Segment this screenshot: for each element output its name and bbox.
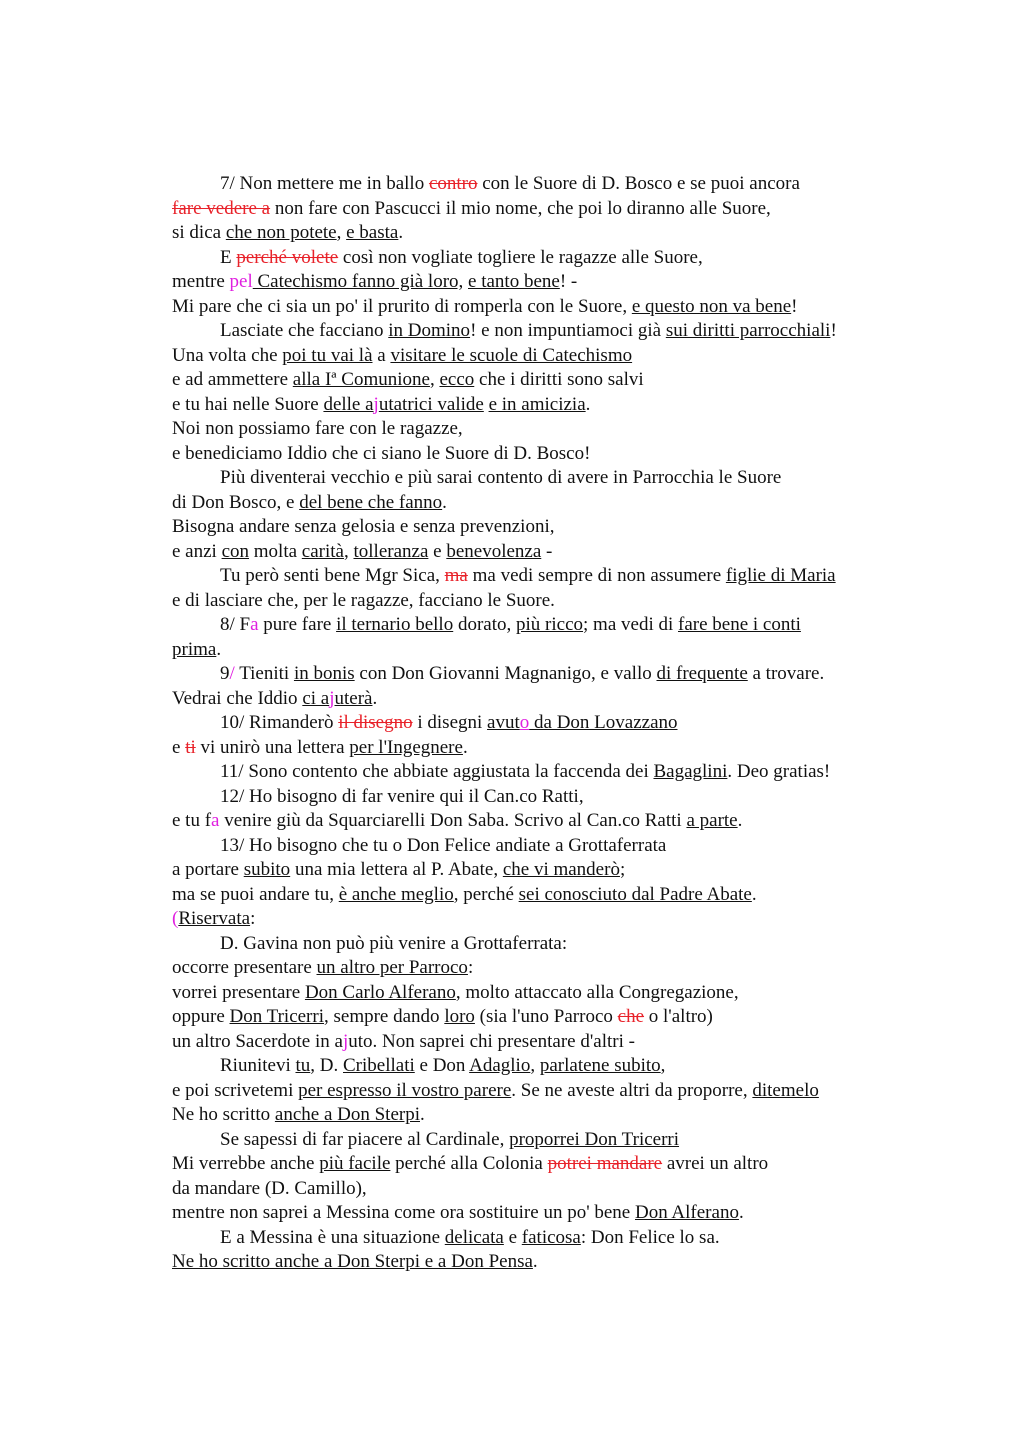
text-run: Tieniti [234, 663, 294, 684]
inserted-text: o [519, 712, 530, 733]
underlined-text: utatrici valide [378, 393, 484, 415]
text-run: vorrei presentare [172, 981, 305, 1003]
text-run: , molto attaccato alla Congregazione, [455, 981, 739, 1003]
text-run: E [220, 246, 237, 268]
underlined-text: per l'Ingegnere [349, 736, 463, 758]
text-run: . [462, 736, 468, 758]
letter-body [172, 172, 932, 1275]
text-run: e anzi [172, 540, 222, 562]
text-line [172, 1054, 932, 1079]
underlined-text: e tanto bene [468, 271, 560, 292]
inserted-text: j [342, 1030, 349, 1052]
underlined-text: un altro per Parroco [316, 957, 468, 978]
text-run: e tu f [172, 810, 212, 831]
underlined-text: è anche meglio [338, 883, 454, 905]
text-run: (sia l'uno Parroco [474, 1006, 618, 1027]
text-run: ma vedi sempre di non assumere [467, 565, 726, 586]
text-run: non fare con Pascucci il mio nome, che poi lo diranno alle Suore, [270, 197, 771, 219]
text-line [172, 466, 932, 491]
text-run: . [585, 393, 591, 415]
text-run: e [428, 540, 447, 562]
text-run: , sempre dando [324, 1006, 445, 1027]
underlined-text: ditemelo [752, 1079, 819, 1101]
text-run: . [372, 687, 378, 709]
text-run: Vedrai che Iddio [172, 687, 303, 709]
text-line [172, 368, 932, 393]
text-run: e di lasciare che, per le ragazze, facciano le Suore. [172, 589, 555, 611]
underlined-text: loro [444, 1006, 475, 1027]
text-run: : [467, 957, 474, 978]
underlined-text: in bonis [293, 663, 355, 684]
text-run: 10/ Rimanderò [220, 712, 339, 733]
underlined-text: tolleranza [353, 540, 429, 562]
deleted-text: ma [444, 565, 468, 586]
text-run: . [420, 1104, 425, 1125]
text-run: : [250, 908, 256, 929]
text-run: . [442, 491, 447, 513]
text-run: da mandare (D. Camillo), [172, 1177, 367, 1199]
underlined-text: ci a [302, 687, 330, 709]
text-line [172, 344, 932, 369]
text-run: Noi non possiamo fare con le ragazze, [172, 418, 463, 439]
text-run: D. Gavina non può più venire a Grottaferrata: [220, 932, 568, 954]
underlined-text: figlie di Maria [725, 565, 836, 586]
text-run: venire giù da Squarciarelli Don Saba. Scrivo al Can.co Ratti [219, 810, 687, 831]
text-line [172, 785, 932, 810]
text-run: . [532, 1251, 538, 1272]
text-line [172, 221, 932, 246]
text-run: E a Messina è una situazione [220, 1226, 445, 1248]
underlined-text: delicata [444, 1226, 504, 1248]
underlined-text: più ricco [516, 614, 584, 635]
text-run: uto. Non saprei chi presentare d'altri - [348, 1030, 635, 1052]
inserted-text: a [250, 614, 259, 635]
text-run: vi unirò una lettera [195, 736, 350, 758]
underlined-text: Ne ho scritto anche a Don Sterpi e a Don Pensa [172, 1251, 533, 1272]
underlined-text: delle a [323, 393, 374, 415]
text-run: ! [830, 320, 837, 341]
underlined-text: anche a Don Sterpi [274, 1104, 420, 1125]
text-run: , [343, 540, 354, 562]
text-line [172, 295, 932, 320]
underlined-text: e basta [346, 222, 399, 243]
text-run: , [660, 1055, 666, 1076]
text-run: 7/ Non mettere me in ballo [220, 173, 429, 194]
underlined-text: Don Carlo Alferano [304, 981, 456, 1003]
underlined-text: sei conosciuto dal Padre Abate [518, 883, 752, 905]
text-line [172, 393, 932, 418]
text-run: a portare [172, 859, 244, 880]
text-line [172, 270, 932, 295]
text-line [172, 1250, 932, 1275]
text-run: una mia lettera al P. Abate, [290, 859, 503, 880]
deleted-text: ti [185, 736, 196, 758]
underlined-text: Don Alferano [635, 1202, 739, 1223]
underlined-text: proporrei Don Tricerri [509, 1128, 680, 1150]
inserted-text: j [373, 393, 379, 415]
underlined-text: subito [243, 859, 291, 880]
text-run: ! e non impuntiamoci già [470, 320, 666, 341]
text-line [172, 1177, 932, 1202]
text-run: e [172, 736, 186, 758]
underlined-text: del bene che fanno [299, 491, 443, 513]
text-line [172, 1103, 932, 1128]
text-run: e tu hai nelle Suore [172, 393, 324, 415]
text-run: Tu però senti bene Mgr Sica, [220, 565, 445, 586]
text-run: e poi scrivetemi [172, 1079, 299, 1101]
text-line [172, 197, 932, 222]
text-run: . Deo gratias! [727, 761, 831, 782]
text-line [172, 760, 932, 785]
text-line [172, 883, 932, 908]
text-run: si dica [172, 222, 226, 243]
underlined-text: carità [301, 540, 344, 562]
text-line [172, 515, 932, 540]
inserted-text: j [329, 687, 335, 709]
text-line [172, 1079, 932, 1104]
text-run: Ne ho scritto [172, 1104, 275, 1125]
text-line [172, 491, 932, 516]
text-run: Mi verrebbe anche [172, 1153, 320, 1174]
text-line [172, 638, 932, 663]
text-run: . [737, 810, 743, 831]
text-line [172, 1005, 932, 1030]
text-line [172, 736, 932, 761]
text-run: mentre non saprei a Messina come ora sostituire un po' bene [172, 1202, 635, 1223]
underlined-text: e in amicizia [488, 393, 586, 415]
underlined-text: per espresso il vostro parere [298, 1079, 512, 1101]
underlined-text: visitare le scuole di Catechismo [390, 344, 633, 366]
text-run: che i diritti sono salvi [474, 369, 644, 390]
text-run: o l'altro) [644, 1006, 713, 1027]
underlined-text: Bagaglini [653, 761, 728, 782]
text-run: 13/ Ho bisogno che tu o Don Felice andiate a Grottaferrata [220, 834, 667, 856]
text-run: 8/ F [220, 614, 251, 635]
text-run: molta [249, 540, 302, 562]
underlined-text: faticosa [521, 1226, 581, 1248]
deleted-text: che [617, 1006, 645, 1027]
text-run: Se sapessi di far piacere al Cardinale, [220, 1128, 510, 1150]
text-run: i disegni [412, 712, 488, 733]
text-run: Riunitevi [220, 1055, 296, 1076]
text-line [172, 662, 932, 687]
text-run: e [503, 1226, 522, 1248]
text-line [172, 417, 932, 442]
text-line [172, 809, 932, 834]
underlined-text: che vi manderò [502, 859, 620, 880]
deleted-text: fare vedere a [172, 197, 271, 219]
text-run: pure fare [258, 614, 337, 635]
text-line [172, 687, 932, 712]
text-run: Una volta che [172, 344, 283, 366]
text-run: occorre presentare [172, 957, 317, 978]
underlined-text: alla Iª Comunione [292, 369, 430, 390]
underlined-text: il ternario bello [336, 614, 454, 635]
text-line [172, 907, 932, 932]
text-line [172, 564, 932, 589]
inserted-text: / [229, 663, 235, 684]
text-run: 11/ Sono contento che abbiate aggiustata la faccenda dei [220, 761, 654, 782]
text-line [172, 1030, 932, 1055]
text-run: , perché [453, 883, 519, 905]
text-line [172, 858, 932, 883]
text-run: ; [619, 859, 626, 880]
underlined-text: più facile [319, 1153, 391, 1174]
text-line [172, 1201, 932, 1226]
text-run: perché alla Colonia [390, 1153, 548, 1174]
text-run: . [216, 638, 222, 660]
text-line [172, 1226, 932, 1251]
underlined-text: Cribellati [343, 1055, 415, 1076]
underlined-text: in Domino [388, 320, 471, 341]
underlined-text: con [221, 540, 250, 562]
text-line [172, 540, 932, 565]
deleted-text: perché volete [236, 246, 339, 268]
text-line [172, 1128, 932, 1153]
text-run: un altro Sacerdote in a [172, 1030, 343, 1052]
underlined-text: ecco [439, 369, 475, 390]
text-run: ! - [559, 271, 578, 292]
underlined-text: parlatene subito [539, 1055, 661, 1076]
text-line [172, 932, 932, 957]
text-run: : Don Felice lo sa. [580, 1226, 720, 1248]
text-run: dorato, [453, 614, 517, 635]
text-run: Mi pare che ci sia un po' il prurito di romperla con le Suore, [172, 295, 632, 317]
underlined-text: prima [172, 638, 217, 660]
text-run: - [541, 540, 553, 562]
underlined-text: a parte [686, 810, 738, 831]
text-line [172, 172, 932, 197]
text-run: Lasciate che facciano [220, 320, 389, 341]
underlined-text: da Don Lovazzano [529, 712, 678, 733]
underlined-text: tu [295, 1055, 311, 1076]
underlined-text: fare bene i conti [678, 614, 801, 635]
underlined-text: Riservata [178, 908, 251, 929]
text-run: 12/ Ho bisogno di far venire qui il Can.co Ratti, [220, 785, 584, 807]
text-run: di Don Bosco, e [172, 491, 300, 513]
underlined-text: avut [487, 712, 520, 733]
text-run: , [530, 1055, 540, 1076]
text-run: . [738, 1202, 744, 1223]
text-run: , [336, 222, 347, 243]
deleted-text: il disegno [338, 712, 413, 733]
text-line [172, 319, 932, 344]
deleted-text: potrei mandare [547, 1153, 663, 1174]
text-line [172, 956, 932, 981]
text-line [172, 442, 932, 467]
text-line [172, 1152, 932, 1177]
underlined-text: benevolenza [446, 540, 542, 562]
text-run: Più diventerai vecchio e più sarai contento di avere in Parrocchia le Suore [220, 467, 782, 488]
underlined-text: uterà [334, 687, 373, 709]
text-run: e benediciamo Iddio che ci siano le Suore di D. Bosco! [172, 442, 591, 464]
text-line [172, 834, 932, 859]
text-run: a [372, 344, 391, 366]
underlined-text: che non potete [225, 222, 337, 243]
underlined-text: Don Tricerri [229, 1006, 324, 1027]
text-run: Bisogna andare senza gelosia e senza prevenzioni, [172, 516, 555, 537]
text-run: ! [791, 295, 798, 317]
text-run: ; ma vedi di [583, 614, 679, 635]
text-run: ma se puoi andare tu, [172, 883, 339, 905]
text-run: così non vogliate togliere le ragazze alle Suore, [338, 246, 703, 268]
text-run: , [429, 369, 440, 390]
underlined-text: e questo non va bene [631, 295, 792, 317]
text-run: a trovare. [747, 663, 825, 684]
inserted-text: pel [229, 271, 253, 292]
text-run: oppure [172, 1006, 230, 1027]
underlined-text: Adaglio [469, 1055, 531, 1076]
inserted-text: a [211, 810, 220, 831]
text-run: mentre [172, 271, 230, 292]
text-line [172, 981, 932, 1006]
text-run: 9 [220, 663, 230, 684]
text-line [172, 613, 932, 638]
text-run: , D. [310, 1055, 343, 1076]
underlined-text: poi tu vai là [282, 344, 373, 366]
text-line [172, 711, 932, 736]
text-run: e ad ammettere [172, 369, 293, 390]
text-line [172, 589, 932, 614]
underlined-text: Catechismo fanno già loro, [252, 271, 464, 292]
inserted-text: ( [172, 908, 179, 929]
text-run: avrei un altro [662, 1153, 769, 1174]
text-run: . [398, 222, 404, 243]
text-run: . Se ne aveste altri da proporre, [511, 1079, 753, 1101]
underlined-text: sui diritti parrocchiali [665, 320, 831, 341]
text-run: . [751, 883, 757, 905]
text-line [172, 246, 932, 271]
text-run: e Don [414, 1055, 470, 1076]
text-run: con Don Giovanni Magnanigo, e vallo [354, 663, 657, 684]
underlined-text: di frequente [656, 663, 748, 684]
text-run: con le Suore di D. Bosco e se puoi ancora [477, 173, 800, 194]
deleted-text: contro [428, 173, 478, 194]
